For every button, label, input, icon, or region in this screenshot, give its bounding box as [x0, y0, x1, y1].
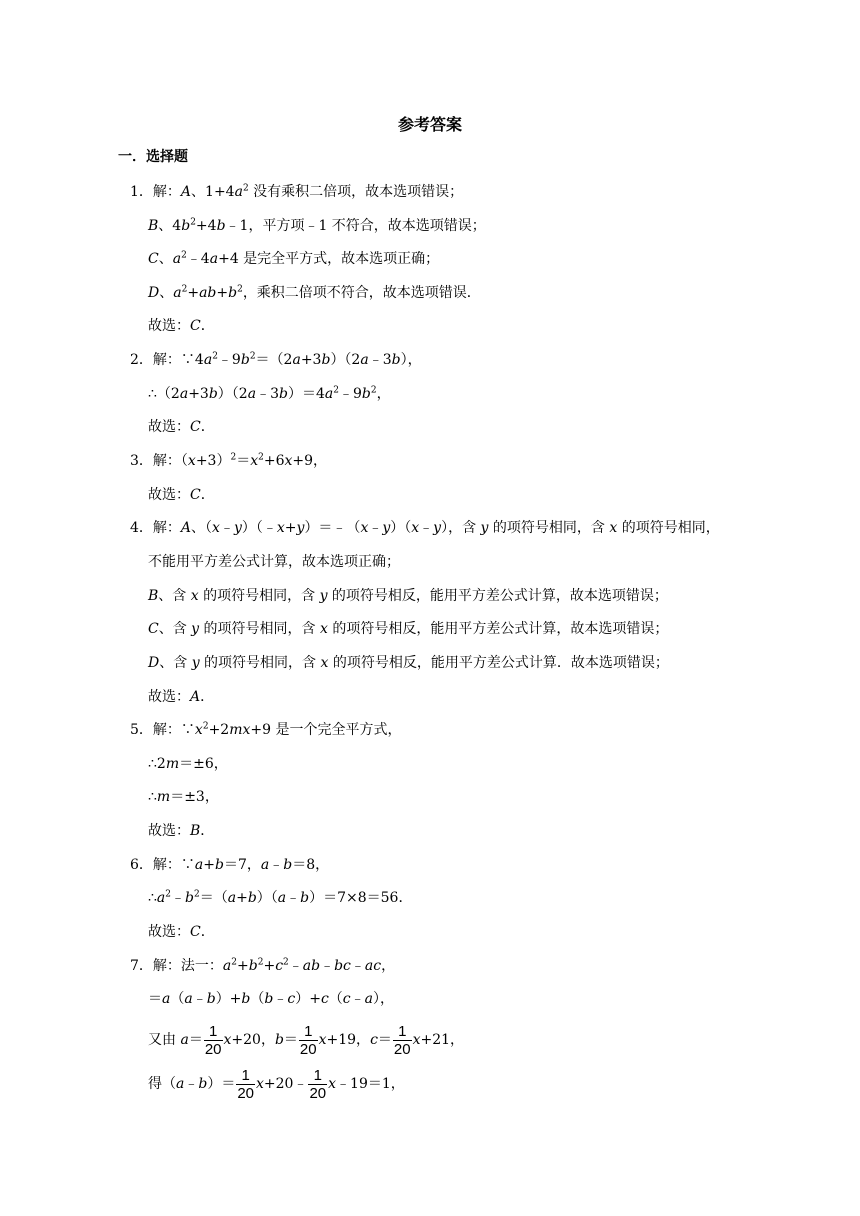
fraction: $\frac{1}{20}$: [309, 1066, 327, 1102]
q5-line-2: ∴2m＝±6，: [148, 756, 228, 772]
q2-answer: 故选：C．: [148, 419, 215, 435]
q2-line-1: 2．解：$\because 4a^2﹣9b^2=(2a+3b)(2a﹣3b)$，: [130, 351, 422, 368]
q7-line-1: 7．解：法一：$a^2+b^2+c^2﹣ab﹣bc﹣ac$，: [130, 957, 396, 974]
q4-line-4: C、含 y 的项符号相同，含 x 的项符号相反，能用平方差公式计算，故本选项错误；: [148, 621, 669, 637]
q1-answer: 故选：C．: [148, 318, 215, 334]
fraction: $\frac{1}{20}$: [299, 1022, 317, 1058]
q6-line-2: $\therefore a^2﹣b^2=(a+b)(a﹣b)=7\times 8=56$．: [148, 889, 413, 906]
fraction: $\frac{1}{20}$: [237, 1066, 255, 1102]
q7-line-3: 又由 a＝ $\frac{1}{20}$ x+20，b＝ $\frac{1}{20}$ x+19，c＝ $\frac{1}{20}$ x+21，: [148, 1022, 465, 1058]
fraction: $\frac{1}{20}$: [393, 1022, 411, 1058]
q4-line-3: B、含 x 的项符号相同，含 y 的项符号相反，能用平方差公式计算，故本选项错误；: [148, 588, 668, 604]
q5-answer: 故选：B．: [148, 823, 215, 839]
q6-line-1: 6．解：∵a+b＝7，a﹣b＝8，: [130, 857, 330, 873]
q4-line-1: 4．解：A、（x﹣y）（﹣x+y）＝﹣（x﹣y）（x﹣y），含 y 的项符号相同，含 x 的项符号相同，: [130, 520, 720, 536]
q3-answer: 故选：C．: [148, 487, 215, 503]
q1-line-3: C、$a^2﹣4a+4$ 是完全平方式，故本选项正确；: [148, 250, 440, 267]
q1-line-1: 1．解：A、$1+4a^2$ 没有乘积二倍项，故本选项错误；: [130, 183, 464, 200]
q2-line-2: $\therefore(2a+3b)(2a﹣3b)=4a^2﹣9b^2$，: [148, 385, 391, 402]
q7-line-4: 得（a﹣b）＝ $\frac{1}{20}$ x+20﹣ $\frac{1}{20}$ x﹣19＝1，: [148, 1066, 405, 1102]
q7-line-2: ＝a（a﹣b）+b（b﹣c）+c（c﹣a），: [148, 991, 394, 1007]
q5-line-1: 5．解：$\because x^2+2mx+9$ 是一个完全平方式，: [130, 721, 402, 738]
q6-answer: 故选：C．: [148, 924, 215, 940]
q4-answer: 故选：A．: [148, 689, 215, 705]
q1-line-4: D、$a^2+ab+b^2$，乘积二倍项不符合，故本选项错误．: [148, 284, 481, 301]
q5-line-3: ∴m＝±3，: [148, 789, 219, 805]
fraction: $\frac{1}{20}$: [204, 1022, 222, 1058]
q4-line-5: D、含 y 的项符号相同，含 x 的项符号相反，能用平方差公式计算．故本选项错误；: [148, 655, 669, 671]
q4-line-2: 不能用平方差公式计算，故本选项正确；: [148, 554, 400, 570]
q1-line-2: B、$4b^2+4b﹣1$，平方项﹣1 不符合，故本选项错误；: [148, 217, 486, 234]
section-heading: 一．选择题: [118, 149, 188, 165]
page-title: 参考答案: [397, 115, 462, 134]
q3-line-1: 3．解：$(x+3)^2=x^2+6x+9$，: [130, 452, 328, 469]
